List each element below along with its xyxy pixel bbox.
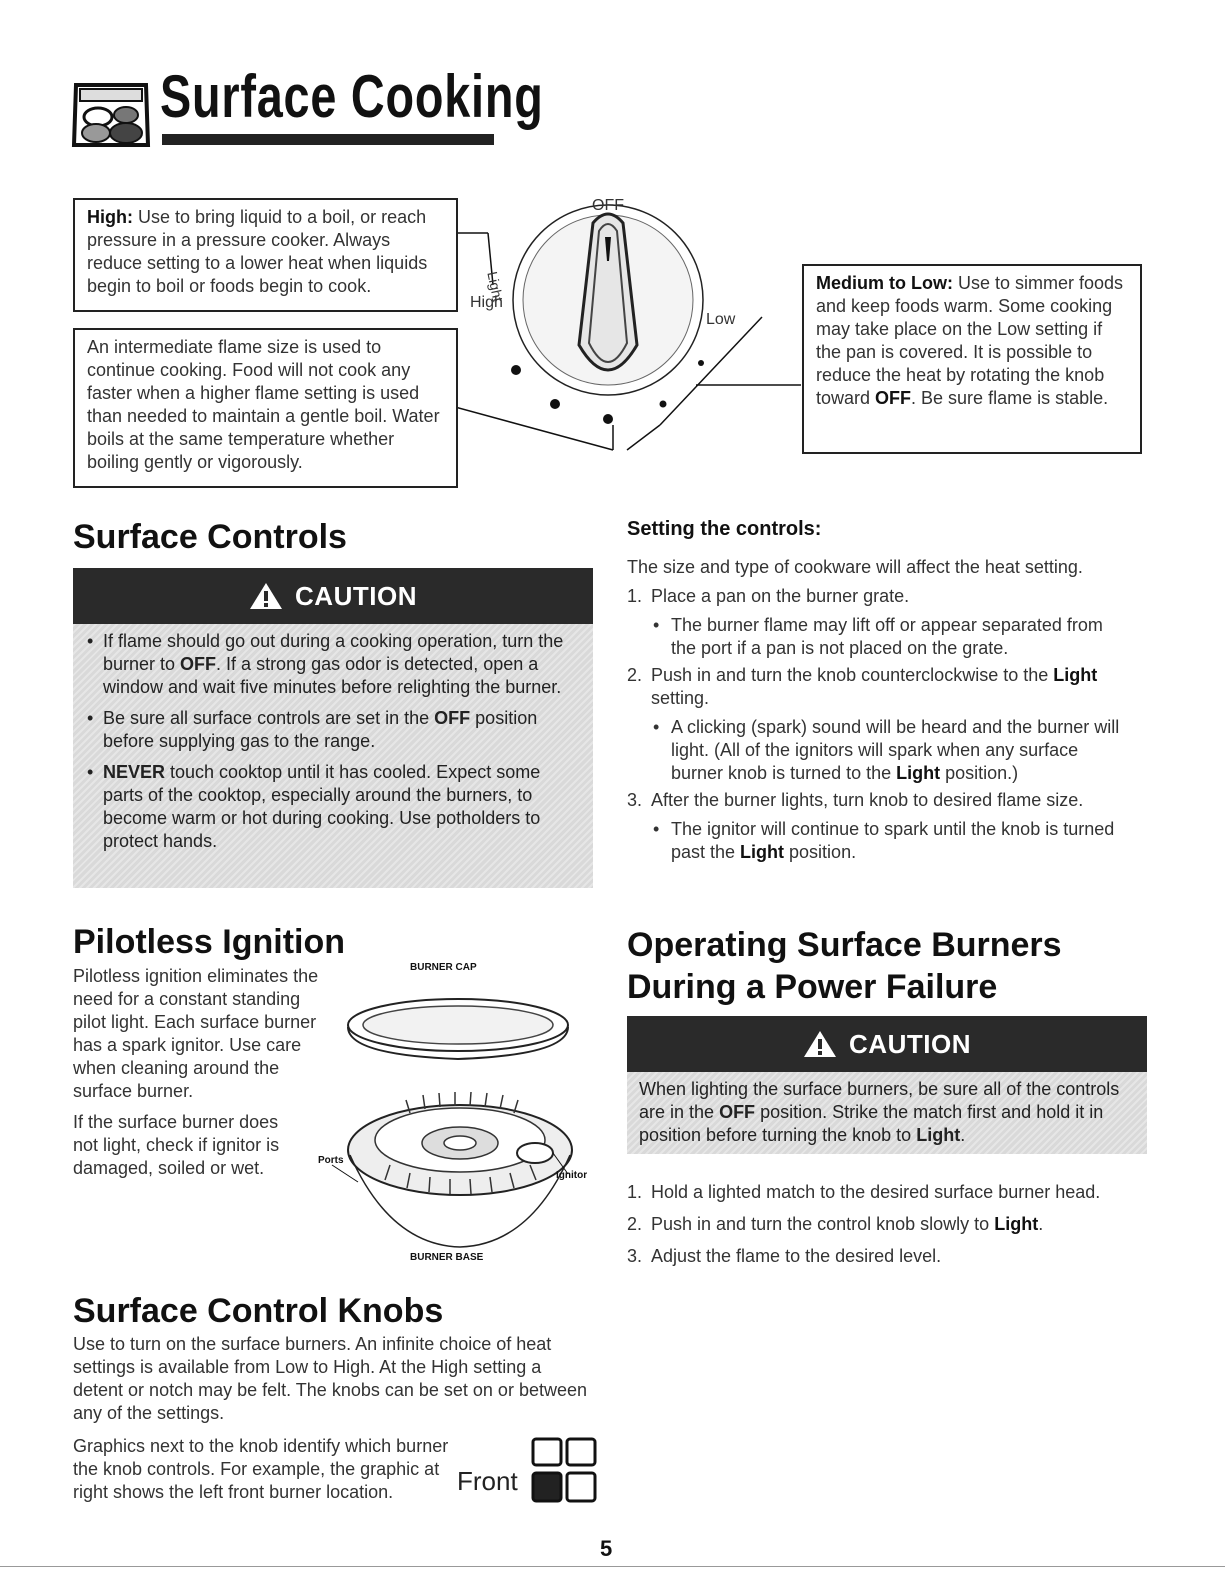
caution-title: CAUTION bbox=[849, 1028, 971, 1059]
burner-cap-label: BURNER CAP bbox=[410, 962, 477, 973]
step-item: 3. Adjust the flame to the desired level. bbox=[627, 1246, 942, 1266]
surface-controls-heading: Surface Controls bbox=[73, 518, 347, 556]
warning-triangle-icon bbox=[803, 1029, 837, 1059]
control-knobs-paragraph: Use to turn on the surface burners. An infinite choice of heat settings is available from Low to High. At the High setting a detent or notch may be felt. The knobs can be set on or between any of the settings. bbox=[73, 1334, 587, 1423]
intermediate-text: An intermediate flame size is used to continue cooking. Food will not cook any faster when a higher flame setting is used than needed to maintain a gentle boil. Water boils at the same temperature whether boiling gently or vigorously. bbox=[87, 337, 440, 472]
caution-banner bbox=[627, 1016, 1147, 1072]
dial-label-low: Low bbox=[706, 311, 736, 328]
step-note: • A clicking (spark) sound will be heard and the burner will light. (All of the ignitors will spark when any surface burner knob is turned to the Light position.) bbox=[627, 716, 1132, 785]
bottom-rule bbox=[0, 1566, 1225, 1567]
high-label: High: bbox=[87, 207, 133, 227]
caution-item: • If flame should go out during a cooking operation, turn the burner to OFF. If a strong gas odor is detected, open a window and wait five minutes before relighting the burner. bbox=[87, 630, 577, 699]
setting-controls-heading: Setting the controls: bbox=[627, 518, 822, 540]
control-knobs-heading: Surface Control Knobs bbox=[73, 1292, 444, 1330]
power-failure-caution bbox=[627, 1016, 1147, 1154]
step-item: 2. Push in and turn the control knob slowly to Light. bbox=[627, 1214, 1044, 1234]
high-setting-box bbox=[73, 198, 458, 312]
dial-label-off: OFF bbox=[592, 197, 624, 214]
medium-label: Medium to Low: bbox=[816, 273, 953, 293]
medium-off: OFF bbox=[875, 388, 912, 408]
step-item: 2. Push in and turn the knob counterclockwise to the Light setting. bbox=[627, 665, 1098, 708]
step-item: 1. Place a pan on the burner grate. bbox=[627, 586, 910, 606]
title-underline bbox=[162, 134, 494, 145]
intermediate-setting-box bbox=[73, 328, 458, 488]
ignitor-label: Ignitor bbox=[556, 1170, 588, 1181]
power-failure-steps bbox=[627, 1180, 1137, 1268]
pilotless-paragraph: Pilotless ignition eliminates the need for a constant standing pilot light. Each surface burner has a spark ignitor. Use care when cleaning around the surface burner. bbox=[73, 966, 319, 1101]
high-text: Use to bring liquid to a boil, or reach pressure in a pressure cooker. Always reduce setting to a lower heat when liquids begin to boil or foods begin to cook. bbox=[87, 207, 428, 296]
ports-label: Ports bbox=[318, 1155, 344, 1166]
pilotless-paragraph: If the surface burner does not light, check if ignitor is damaged, soiled or wet. bbox=[73, 1112, 280, 1178]
setting-controls-steps bbox=[627, 556, 1132, 868]
knob-dial-diagram bbox=[455, 195, 805, 465]
burner-location-icon bbox=[530, 1436, 600, 1506]
power-failure-heading-line1: Operating Surface Burners bbox=[627, 926, 1062, 964]
caution-item: • NEVER touch cooktop until it has cooled. Expect some parts of the cooktop, especially around the burners, to become warm or hot during cooking. Use potholders to protect hands. bbox=[87, 761, 577, 853]
dial-label-light: Light bbox=[484, 270, 507, 304]
pilotless-heading: Pilotless Ignition bbox=[73, 923, 346, 961]
burner-diagram bbox=[330, 975, 590, 1265]
caution-item: • Be sure all surface controls are set in the OFF position before supplying gas to the range. bbox=[87, 707, 577, 753]
power-failure-caution-text: When lighting the surface burners, be sure all of the controls are in the OFF position. Strike the match first and hold it in position before turning the knob to Light. bbox=[639, 1079, 1120, 1145]
caution-title: CAUTION bbox=[295, 580, 417, 611]
front-label: Front bbox=[457, 1466, 518, 1496]
page-number: 5 bbox=[600, 1536, 613, 1561]
surface-controls-caution bbox=[73, 568, 593, 888]
step-item: 1. Hold a lighted match to the desired surface burner head. bbox=[627, 1182, 1101, 1202]
caution-banner bbox=[73, 568, 593, 624]
setting-controls-intro: The size and type of cookware will affect the heat setting. bbox=[627, 557, 1083, 577]
pilotless-text bbox=[73, 965, 338, 1180]
power-failure-heading-line2: During a Power Failure bbox=[627, 968, 998, 1006]
step-note: • The burner flame may lift off or appear separated from the port if a pan is not placed on the grate. bbox=[627, 614, 1132, 660]
cooktop-icon bbox=[70, 75, 152, 150]
burner-base-label: BURNER BASE bbox=[410, 1252, 484, 1263]
warning-triangle-icon bbox=[249, 581, 283, 611]
step-item: 3. After the burner lights, turn knob to desired flame size. bbox=[627, 790, 1084, 810]
medium-text: Use to simmer foods and keep foods warm. Some cooking may take place on the Low setting if the pan is covered. It is possible to reduce the heat by rotating the knob toward bbox=[816, 273, 1124, 408]
page-title: Surface Cooking bbox=[160, 63, 544, 130]
control-knobs-paragraph: Graphics next to the knob identify which burner the knob controls. For example, the graphic at right shows the left front burner location. bbox=[73, 1436, 449, 1502]
step-note: • The ignitor will continue to spark until the knob is turned past the Light position. bbox=[627, 818, 1132, 864]
dial-label-high: High bbox=[470, 294, 503, 311]
medium-low-setting-box bbox=[802, 264, 1142, 454]
medium-text-end: . Be sure flame is stable. bbox=[911, 388, 1109, 408]
